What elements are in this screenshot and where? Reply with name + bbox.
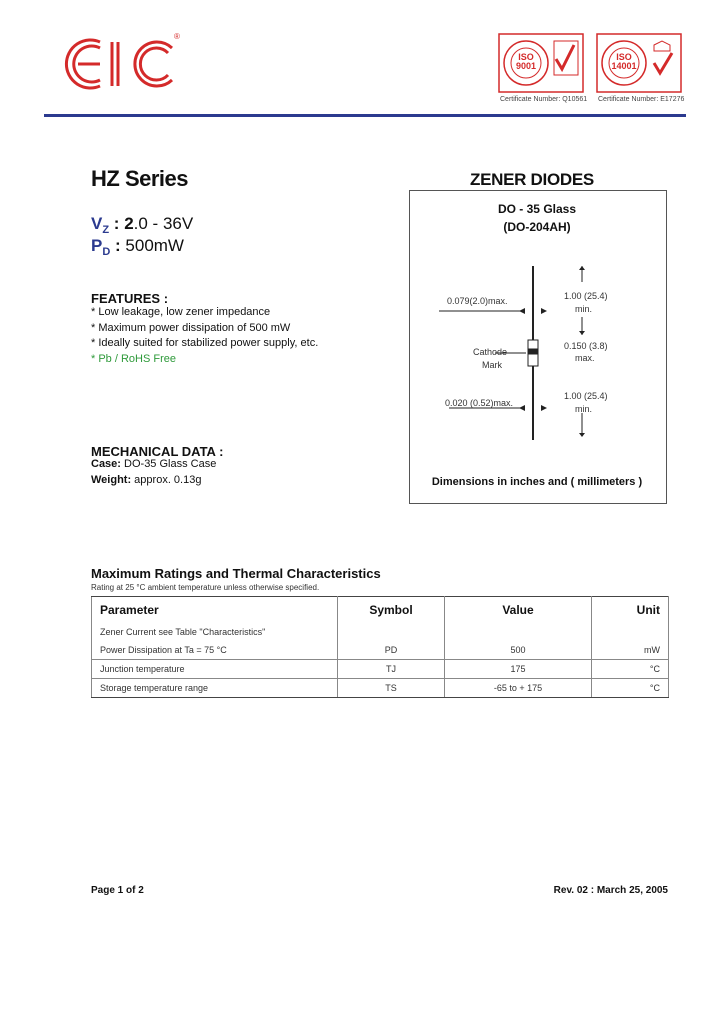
cert1-number: Certificate Number: Q10561 bbox=[500, 96, 588, 103]
table-header-row bbox=[92, 597, 669, 624]
mechanical-data bbox=[91, 457, 216, 488]
iso14001-label: ISO 14001 bbox=[611, 52, 637, 71]
lead-diameter-dim: 0.079(2.0)max. bbox=[447, 296, 508, 306]
col-value: Value bbox=[445, 597, 592, 624]
iso14001-badge bbox=[596, 33, 682, 93]
series-title: HZ Series bbox=[91, 166, 188, 191]
col-symbol: Symbol bbox=[338, 597, 445, 624]
wire-diameter-dim: 0.020 (0.52)max. bbox=[445, 398, 514, 408]
pd-subscript: D bbox=[102, 246, 111, 258]
package-name: DO - 35 Glass bbox=[497, 202, 577, 216]
vz-symbol: V bbox=[91, 214, 103, 233]
package-jedec: (DO-204AH) bbox=[503, 220, 571, 234]
vz-subscript: Z bbox=[102, 224, 110, 236]
features-heading: FEATURES : bbox=[91, 291, 169, 306]
bottom-lead-length-dim: 1.00 (25.4) bbox=[564, 391, 608, 401]
case-line: Case: DO-35 Glass Case bbox=[91, 458, 217, 470]
iso9001-label: ISO 9001 bbox=[515, 52, 537, 71]
page-number: Page 1 of 2 bbox=[91, 885, 144, 896]
table-row: Power Dissipation at Ta = 75 °C PD 500 mW bbox=[92, 641, 669, 660]
vz-value: .0 - 36V bbox=[133, 214, 194, 233]
pd-symbol: P bbox=[91, 236, 103, 255]
pd-value: 500mW bbox=[125, 236, 184, 255]
col-unit: Unit bbox=[592, 597, 669, 624]
feature-item: * Ideally suited for stabilized power supply, etc. bbox=[91, 337, 319, 349]
top-lead-min: min. bbox=[575, 304, 593, 314]
pd-separator: : bbox=[110, 236, 126, 255]
dimension-note: Dimensions in inches and ( millimeters ) bbox=[431, 476, 643, 488]
bottom-lead-min: min. bbox=[575, 404, 593, 414]
diode-outline-drawing bbox=[409, 190, 665, 502]
iso9001-badge bbox=[498, 33, 584, 93]
revision-date: Rev. 02 : March 25, 2005 bbox=[553, 885, 668, 896]
vz-spec bbox=[91, 214, 193, 234]
feature-item: * Low leakage, low zener impedance bbox=[91, 306, 271, 318]
registered-mark: ® bbox=[174, 32, 180, 41]
cathode-label: Cathode bbox=[473, 347, 508, 357]
mark-label: Mark bbox=[482, 360, 502, 370]
vz-value-bold: 2 bbox=[124, 214, 134, 233]
ratings-table bbox=[91, 596, 669, 698]
vz-separator: : bbox=[109, 214, 125, 233]
package-diagram bbox=[409, 190, 665, 502]
features-list bbox=[91, 305, 318, 367]
pd-spec bbox=[91, 236, 184, 256]
mechanical-heading: MECHANICAL DATA : bbox=[91, 444, 224, 459]
category-title: ZENER DIODES bbox=[470, 170, 594, 189]
table-row: Storage temperature range TS -65 to + 175 °C bbox=[92, 679, 669, 698]
table-row: Junction temperature TJ 175 °C bbox=[92, 660, 669, 679]
table-row: Zener Current see Table "Characteristics" bbox=[92, 623, 669, 641]
weight-line: Weight: approx. 0.13g bbox=[91, 473, 202, 486]
cert2-number: Certificate Number: E17276 bbox=[598, 96, 685, 103]
ratings-note: Rating at 25 °C ambient temperature unless otherwise specified. bbox=[91, 583, 320, 592]
body-length-max: max. bbox=[575, 353, 595, 363]
body-length-dim: 0.150 (3.8) bbox=[564, 341, 608, 351]
ratings-title: Maximum Ratings and Thermal Characteristics bbox=[91, 566, 381, 581]
company-logo bbox=[60, 34, 185, 94]
top-lead-length-dim: 1.00 (25.4) bbox=[564, 291, 608, 301]
feature-item-rohs: * Pb / RoHS Free bbox=[91, 352, 176, 365]
header-divider bbox=[44, 114, 686, 117]
feature-item: * Maximum power dissipation of 500 mW bbox=[91, 321, 291, 334]
col-parameter: Parameter bbox=[92, 597, 338, 624]
